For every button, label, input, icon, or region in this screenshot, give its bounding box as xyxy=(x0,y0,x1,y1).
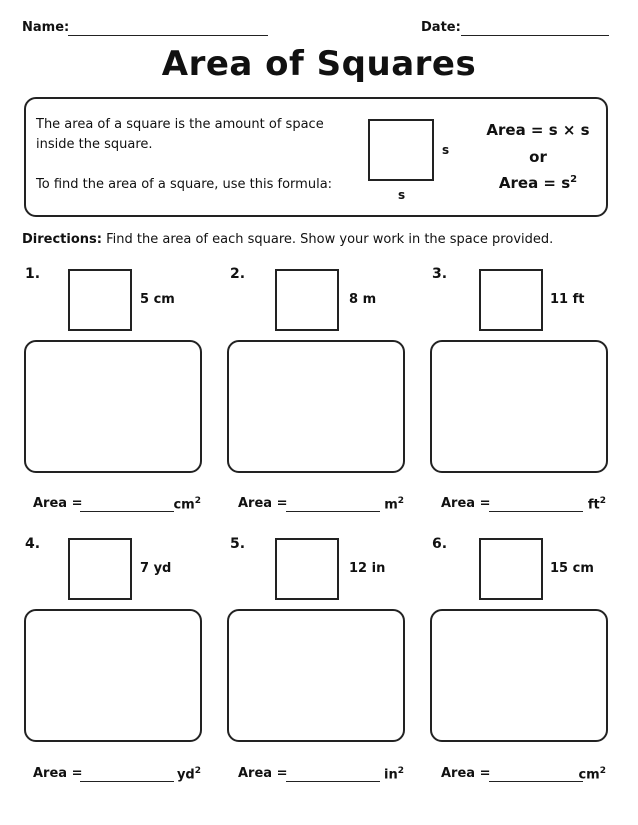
info-line-2: inside the square. xyxy=(36,137,153,152)
name-line[interactable] xyxy=(68,35,268,36)
side-length-label: 7 yd xyxy=(140,561,172,576)
area-label: Area = xyxy=(441,766,491,781)
unit-label: $ft^2$ xyxy=(587,496,606,513)
answer-line[interactable] xyxy=(80,511,174,512)
formula-or: or xyxy=(529,148,547,166)
date-line[interactable] xyxy=(461,35,609,36)
problem-square xyxy=(275,538,339,600)
work-space-box[interactable] xyxy=(24,340,202,473)
problem-square xyxy=(68,538,132,600)
area-label: Area = xyxy=(238,766,288,781)
problem-number: 2. xyxy=(230,266,246,282)
problem-square xyxy=(68,269,132,331)
work-space-box[interactable] xyxy=(227,340,405,473)
problem-number: 4. xyxy=(25,536,41,552)
work-space-box[interactable] xyxy=(227,609,405,742)
side-length-label: 15 cm xyxy=(550,561,594,576)
area-label: Area = xyxy=(33,766,83,781)
work-space-box[interactable] xyxy=(430,609,608,742)
info-line-1: The area of a square is the amount of space xyxy=(36,117,324,132)
unit-label: $in^2$ xyxy=(384,766,404,783)
area-label: Area = xyxy=(238,496,288,511)
page-title: Area of Squares xyxy=(161,44,477,84)
area-label: Area = xyxy=(33,496,83,511)
problem-number: 5. xyxy=(230,536,246,552)
problem-square xyxy=(479,538,543,600)
answer-line[interactable] xyxy=(286,511,380,512)
area-label: Area = xyxy=(441,496,491,511)
directions: Directions: Find the area of each square. Show your work in the space provided. xyxy=(22,232,554,247)
formula-2: Area = $s^2$ xyxy=(498,174,578,192)
work-space-box[interactable] xyxy=(430,340,608,473)
info-line-3: To find the area of a square, use this formula: xyxy=(36,177,333,192)
problem-square xyxy=(275,269,339,331)
example-square xyxy=(368,119,434,181)
name-label: Name: xyxy=(22,20,70,35)
date-label: Date: xyxy=(421,20,461,35)
side-label-right: s xyxy=(442,143,450,157)
side-length-label: 8 m xyxy=(349,292,377,307)
side-length-label: 5 cm xyxy=(140,292,175,307)
problem-square xyxy=(479,269,543,331)
answer-line[interactable] xyxy=(489,511,583,512)
unit-label: $yd^2$ xyxy=(176,766,201,783)
unit-label: $cm^2$ xyxy=(173,496,201,513)
unit-label: $cm^2$ xyxy=(578,766,606,783)
unit-label: $m^2$ xyxy=(384,496,404,513)
side-label-bottom: s xyxy=(398,188,406,202)
answer-line[interactable] xyxy=(80,781,174,782)
answer-line[interactable] xyxy=(286,781,380,782)
problem-number: 1. xyxy=(25,266,41,282)
problem-number: 3. xyxy=(432,266,448,282)
formula-1: Area = s × s xyxy=(486,121,590,139)
problem-number: 6. xyxy=(432,536,448,552)
answer-line[interactable] xyxy=(489,781,583,782)
work-space-box[interactable] xyxy=(24,609,202,742)
side-length-label: 11 ft xyxy=(550,292,585,307)
side-length-label: 12 in xyxy=(349,561,386,576)
